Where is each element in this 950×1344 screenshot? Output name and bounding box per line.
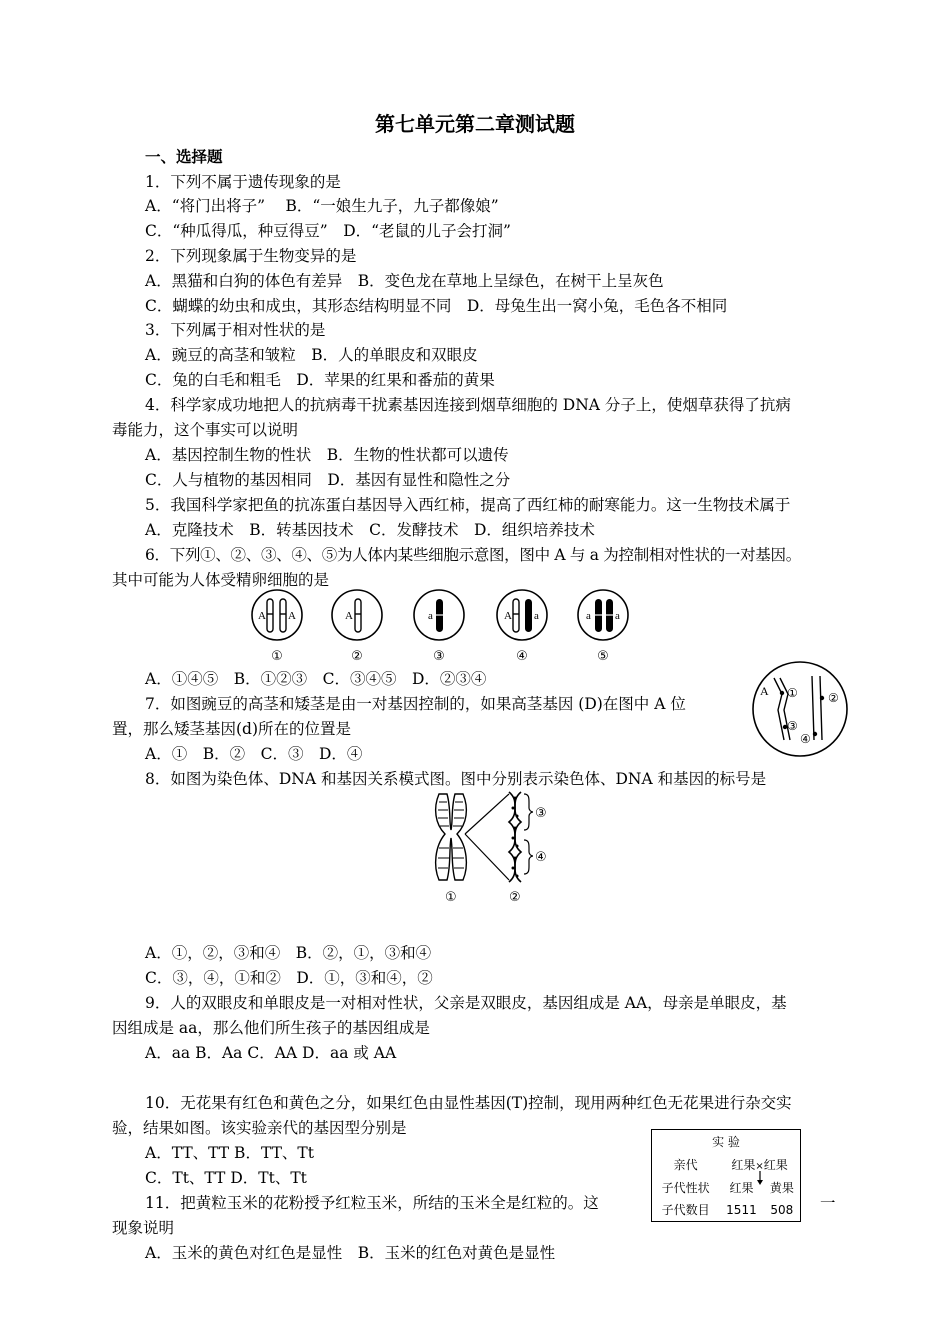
q6-cell-label: ② <box>351 649 363 664</box>
q6-cell-label: ⑤ <box>597 649 609 664</box>
count-label: 子代数目 <box>661 1203 710 1218</box>
q7-options: A．① B．② C．③ D．④ <box>145 745 363 763</box>
q3-options-cd: C．兔的白毛和粗毛 D．苹果的红果和番茄的黄果 <box>145 371 495 389</box>
q4-options-ab: A．基因控制生物的性状 B．生物的性状都可以遗传 <box>145 446 509 464</box>
q7-position-label: ③ <box>787 719 798 733</box>
q7-position-label: ② <box>828 691 839 705</box>
q6-options: A．①④⑤ B．①②③ C．③④⑤ D．②③④ <box>145 670 487 688</box>
q7-position-label: ④ <box>800 732 811 746</box>
count-2: 508 <box>770 1202 794 1217</box>
q6-gene-label: a <box>615 610 620 622</box>
q6-gene-label: A <box>258 610 266 622</box>
parent-label: 亲代 <box>673 1157 698 1172</box>
q6-gene-label: A <box>288 610 296 622</box>
q9-stem-cont: 因组成是 aa，那么他们所生孩子的基因组成是 <box>112 1019 430 1037</box>
q6-cell-figure <box>245 588 635 666</box>
q2-options-ab: A．黑猫和白狗的体色有差异 B．变色龙在草地上呈绿色，在树干上呈灰色 <box>145 272 664 290</box>
q11-options-ab: A．玉米的黄色对红色是显性 B．玉米的红色对黄色是显性 <box>145 1244 556 1262</box>
cross-symbol: × <box>755 1160 764 1172</box>
q6-gene-label: A <box>345 610 353 622</box>
q2-options-cd: C．蝴蝶的幼虫和成虫，其形态结构明显不同 D．母兔生出一窝小兔，毛色各不相同 <box>145 297 728 315</box>
q8-dna-label: ② <box>509 890 521 905</box>
q6-cell-label: ③ <box>433 649 445 664</box>
parent-1: 红果 <box>731 1157 756 1172</box>
stray-mark: 一 <box>820 1194 836 1212</box>
experiment-table <box>651 1129 801 1222</box>
q7-stem: 7．如图豌豆的高茎和矮茎是由一对基因控制的，如果高茎基因 (D)在图中 A 位 <box>145 695 686 713</box>
trait-2: 黄果 <box>769 1180 794 1195</box>
q5-stem: 5．我国科学家把鱼的抗冻蛋白基因导入西红柿，提高了西红柿的耐寒能力。这一生物技术属于 <box>145 496 791 514</box>
q8-gene-label: ④ <box>535 850 547 865</box>
q6-gene-label: a <box>534 610 539 622</box>
q1-stem: 1．下列不属于遗传现象的是 <box>145 173 341 191</box>
count-1: 1511 <box>726 1202 757 1217</box>
q8-stem: 8．如图为染色体、DNA 和基因关系模式图。图中分别表示染色体、DNA 和基因的标号是 <box>145 770 767 788</box>
q6-gene-label: a <box>428 610 433 622</box>
q3-options-ab: A．豌豆的高茎和皱粒 B．人的单眼皮和双眼皮 <box>145 346 478 364</box>
q4-stem: 4．科学家成功地把人的抗病毒干扰素基因连接到烟草细胞的 DNA 分子上，使烟草获得了抗病 <box>145 396 791 414</box>
q6-cell-label: ① <box>271 649 283 664</box>
q10-stem: 10．无花果有红色和黄色之分，如果红色由显性基因(T)控制，现用两种红色无花果进行杂交实 <box>145 1094 792 1112</box>
q7-position-label: ① <box>787 686 798 700</box>
q8-dna-figure <box>425 788 555 908</box>
page-title: 第七单元第二章测试题 <box>375 112 575 136</box>
q11-stem: 11．把黄粒玉米的花粉授予红粒玉米，所结的玉米全是红粒的。这 <box>145 1194 599 1212</box>
trait-1: 红果 <box>729 1180 754 1195</box>
q5-options: A．克隆技术 B．转基因技术 C．发酵技术 D．组织培养技术 <box>145 521 595 539</box>
q10-options-ab: A．TT、TT B．TT、Tt <box>145 1144 314 1162</box>
q7-chromosome-figure <box>748 660 852 758</box>
q9-options: A．aa B．Aa C．AA D．aa 或 AA <box>145 1044 397 1062</box>
trait-label: 子代性状 <box>661 1180 710 1195</box>
experiment-header: 实 验 <box>712 1134 740 1149</box>
parent-2: 红果 <box>763 1157 788 1172</box>
q9-stem: 9．人的双眼皮和单眼皮是一对相对性状，父亲是双眼皮，基因组成是 AA，母亲是单眼皮，基 <box>145 994 787 1012</box>
q2-stem: 2．下列现象属于生物变异的是 <box>145 247 357 265</box>
q8-gene-label: ③ <box>535 806 547 821</box>
arrow-down-icon <box>755 1170 765 1186</box>
q1-options-cd: C．“种瓜得瓜，种豆得豆” D．“老鼠的儿子会打洞” <box>145 222 511 240</box>
q1-options-ab: A．“将门出将子” B．“一娘生九子，九子都像娘” <box>145 197 499 215</box>
q7-stem-cont: 置，那么矮茎基因(d)所在的位置是 <box>112 720 352 738</box>
section-heading: 一、选择题 <box>145 147 223 166</box>
q4-stem-cont: 毒能力，这个事实可以说明 <box>112 421 299 439</box>
q8-chromosome-label: ① <box>445 890 457 905</box>
q3-stem: 3．下列属于相对性状的是 <box>145 321 326 339</box>
q8-options-cd: C．③，④，①和② D．①，③和④，② <box>145 969 433 987</box>
q4-options-cd: C．人与植物的基因相同 D．基因有显性和隐性之分 <box>145 471 511 489</box>
q6-gene-label: A <box>504 610 512 622</box>
q10-options-cd: C．Tt、TT D．Tt、Tt <box>145 1169 307 1187</box>
q7-gene-label: A <box>760 684 769 698</box>
q6-stem-cont: 其中可能为人体受精卵细胞的是 <box>112 571 330 589</box>
q6-cell-label: ④ <box>516 649 528 664</box>
q8-options-ab: A．①，②，③和④ B．②，①，③和④ <box>145 944 432 962</box>
q10-stem-cont: 验，结果如图。该实验亲代的基因型分别是 <box>112 1119 407 1137</box>
q6-stem: 6．下列①、②、③、④、⑤为人体内某些细胞示意图，图中 A 与 a 为控制相对性状的一对基因。 <box>145 546 801 564</box>
q11-stem-cont: 现象说明 <box>112 1219 175 1237</box>
q6-gene-label: a <box>586 610 591 622</box>
